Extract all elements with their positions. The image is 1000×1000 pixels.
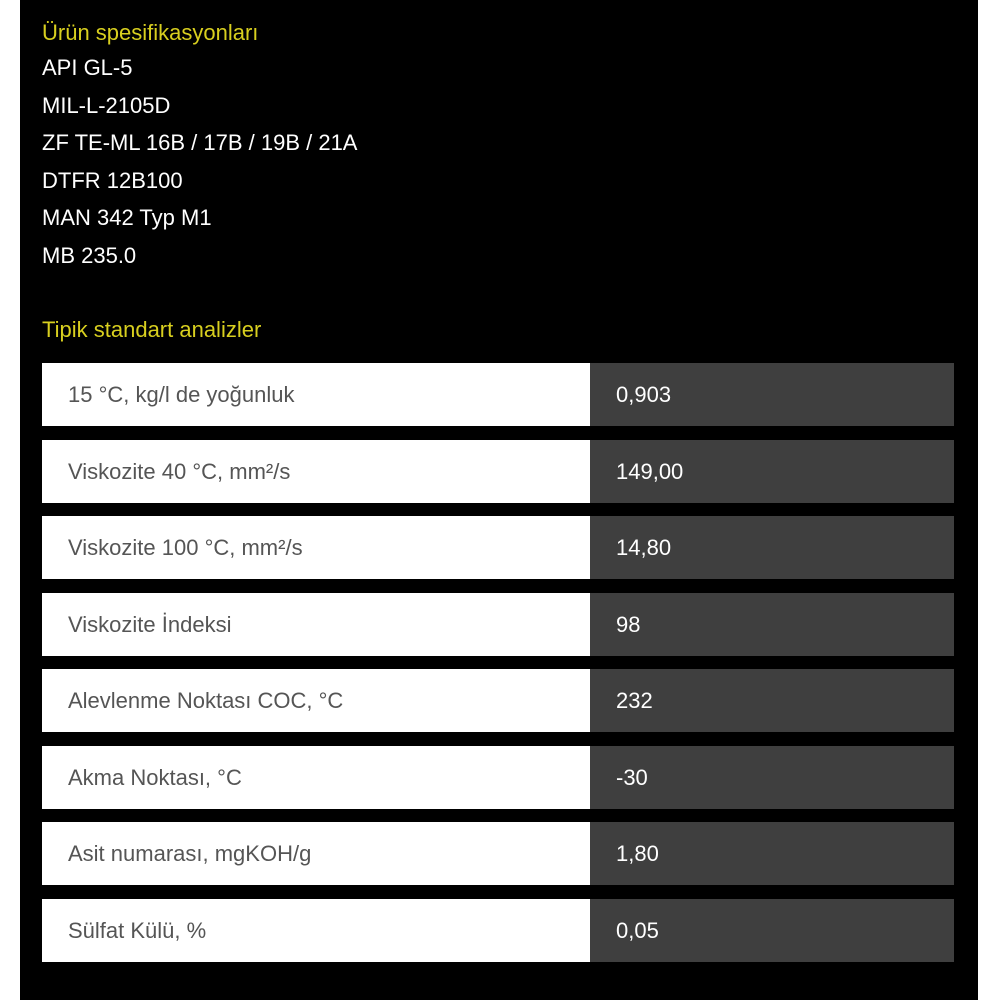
row-value: 98: [590, 593, 954, 656]
analysis-table: [42, 363, 954, 975]
table-row: [42, 516, 954, 579]
row-value: 0,903: [590, 363, 954, 426]
row-label: Sülfat Külü, %: [42, 899, 590, 962]
spec-item: MIL-L-2105D: [42, 92, 171, 118]
spec-item: MAN 342 Typ M1: [42, 205, 212, 230]
row-label: Akma Noktası, °C: [42, 746, 590, 809]
table-row: [42, 363, 954, 426]
row-value: 1,80: [590, 822, 954, 885]
specifications-list: [42, 49, 357, 274]
analyses-heading: Tipik standart analizler: [42, 317, 262, 342]
table-row: [42, 822, 954, 885]
spec-item: MB 235.0: [42, 242, 137, 268]
row-value: 232: [590, 669, 954, 732]
spec-item: DTFR 12B100: [42, 167, 183, 193]
specifications-heading: Ürün spesifikasyonları: [42, 20, 259, 45]
table-row: [42, 899, 954, 962]
table-row: [42, 593, 954, 656]
row-value: 149,00: [590, 440, 954, 503]
spec-item: ZF TE-ML 16B / 17B / 19B / 21A: [42, 130, 358, 155]
table-row: [42, 440, 954, 503]
row-label: Viskozite 100 °C, mm²/s: [42, 516, 590, 579]
row-label: Viskozite İndeksi: [42, 593, 590, 656]
row-value: 0,05: [590, 899, 954, 962]
row-label: 15 °C, kg/l de yoğunluk: [42, 363, 590, 426]
table-row: [42, 669, 954, 732]
row-value: 14,80: [590, 516, 954, 579]
spec-item: API GL-5: [42, 55, 133, 80]
row-label: Alevlenme Noktası COC, °C: [42, 669, 590, 732]
row-label: Asit numarası, mgKOH/g: [42, 822, 590, 885]
row-value: -30: [590, 746, 954, 809]
spec-panel: [20, 0, 978, 1000]
row-label: Viskozite 40 °C, mm²/s: [42, 440, 590, 503]
table-row: [42, 746, 954, 809]
